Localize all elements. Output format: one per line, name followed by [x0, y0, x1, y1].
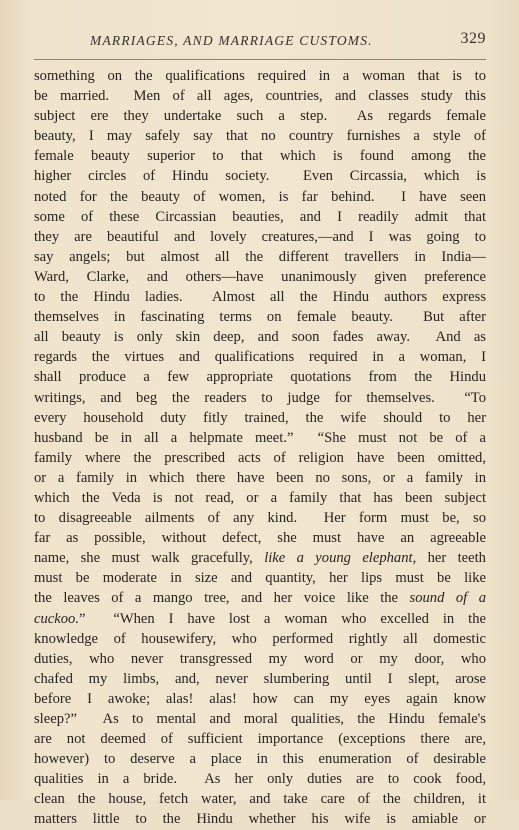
text-line: [34, 809, 486, 829]
text-line: [34, 388, 486, 408]
text-line: [34, 347, 486, 367]
text-line: [34, 488, 486, 508]
text-segment: say angels; but almost all the different travellers in India—: [34, 248, 486, 265]
body-text: [34, 66, 486, 830]
text-line: [34, 247, 486, 267]
text-line: [34, 729, 486, 749]
text-line: [34, 629, 486, 649]
text-line: [34, 227, 486, 247]
text-line: [34, 548, 486, 568]
text-line: [34, 287, 486, 307]
italic-text: sound of a: [409, 590, 486, 607]
text-line: [34, 66, 486, 86]
text-line: [34, 448, 486, 468]
text-line: [34, 166, 486, 186]
text-segment: ” “When I have lost a woman who excelled in the: [78, 610, 486, 627]
text-segment: be married. Men of all ages, countries, and classes study this: [34, 88, 486, 105]
text-segment: noted for the beauty of women, is far behind. I have seen: [34, 188, 486, 205]
text-segment: however) to deserve a place in this enumeration of desirable: [34, 751, 486, 768]
text-line: [34, 126, 486, 146]
text-line: [34, 428, 486, 448]
italic-text: like a young elephant: [264, 550, 413, 567]
text-line: [34, 669, 486, 689]
text-line: [34, 408, 486, 428]
text-segment: far as possible, without defect, she must have an agreeable: [34, 530, 486, 547]
text-segment: subject ere they undertake such a step. As regards female: [34, 108, 486, 125]
text-segment: must be moderate in size and quantity, her lips must be like: [34, 570, 486, 587]
text-line: [34, 789, 486, 809]
text-segment: higher circles of Hindu society. Even Circassia, which is: [34, 168, 486, 185]
text-segment: something on the qualifications required in a woman that is to: [34, 68, 486, 84]
text-line: [34, 86, 486, 106]
text-line: [34, 367, 486, 387]
text-segment: husband be in all a helpmate meet.” “She must not be of a: [34, 429, 486, 446]
text-segment: are not deemed of sufficient importance (exceptions there are,: [34, 731, 486, 748]
header-rule: [34, 59, 486, 60]
text-segment: duties, who never transgressed my word or my door, who: [34, 650, 486, 667]
text-line: [34, 187, 486, 207]
page-header: [34, 30, 486, 55]
text-segment: which the Veda is not read, or a family that has been subject: [34, 489, 486, 506]
text-segment: sleep?” As to mental and moral qualities, the Hindu female's: [34, 711, 486, 727]
text-segment: they are beautiful and lovely creatures,—and I was going to: [34, 228, 486, 245]
text-segment: matters little to the Hindu whether his wife is amiable or: [34, 811, 486, 828]
text-segment: shall produce a few appropriate quotations from the Hindu: [34, 369, 486, 386]
text-line: [34, 307, 486, 327]
text-segment: beauty, I may safely say that no country furnishes a style of: [34, 128, 486, 145]
text-segment: female beauty superior to that which is found among the: [34, 148, 486, 165]
text-segment: , her teeth: [412, 550, 486, 567]
text-segment: writings, and beg the readers to judge for themselves. “To: [34, 389, 486, 406]
text-line: [34, 609, 486, 629]
text-segment: qualities in a bride. As her only duties are to cook food,: [34, 771, 486, 788]
text-segment: some of these Circassian beauties, and I readily admit that: [34, 208, 486, 225]
text-segment: the leaves of a mango tree, and her voice like the: [34, 590, 410, 607]
text-segment: before I awoke; alas! alas! how can my eyes again know: [34, 690, 486, 707]
text-line: [34, 267, 486, 287]
running-head: MARRIAGES, AND MARRIAGE CUSTOMS.: [90, 33, 373, 48]
text-segment: every household duty fitly trained, the wife should to her: [34, 409, 486, 426]
text-segment: clean the house, fetch water, and take care of the children, it: [34, 791, 486, 808]
text-line: [34, 508, 486, 528]
text-segment: or a family in which there have been no sons, or a family in: [34, 469, 486, 486]
page-number: 329: [460, 30, 486, 47]
text-line: [34, 709, 486, 729]
text-line: [34, 207, 486, 227]
text-segment: to the Hindu ladies. Almost all the Hindu authors express: [34, 289, 486, 306]
text-line: [34, 588, 486, 608]
text-line: [34, 468, 486, 488]
italic-text: cuckoo.: [34, 610, 79, 627]
text-line: [34, 528, 486, 548]
text-line: [34, 568, 486, 588]
text-segment: family where the prescribed acts of religion have been omitted,: [34, 449, 486, 466]
text-segment: themselves in fascinating terms on female beauty. But after: [34, 309, 486, 326]
text-segment: all beauty is only skin deep, and soon fades away. And as: [34, 329, 486, 346]
text-segment: name, she must walk gracefully,: [34, 550, 265, 567]
text-line: [34, 327, 486, 347]
text-segment: to disagreeable ailments of any kind. Her form must be, so: [34, 510, 486, 527]
text-segment: regards the virtues and qualifications required in a woman, I: [34, 349, 486, 366]
text-segment: chafed my limbs, and, never slumbering until I slept, arose: [34, 670, 486, 687]
text-line: [34, 749, 486, 769]
text-segment: knowledge of housewifery, who performed rightly all domestic: [34, 630, 486, 647]
text-line: [34, 146, 486, 166]
text-line: [34, 649, 486, 669]
text-segment: Ward, Clarke, and others—have unanimously given preference: [34, 268, 486, 285]
text-line: [34, 106, 486, 126]
text-line: [34, 689, 486, 709]
text-line: [34, 769, 486, 789]
